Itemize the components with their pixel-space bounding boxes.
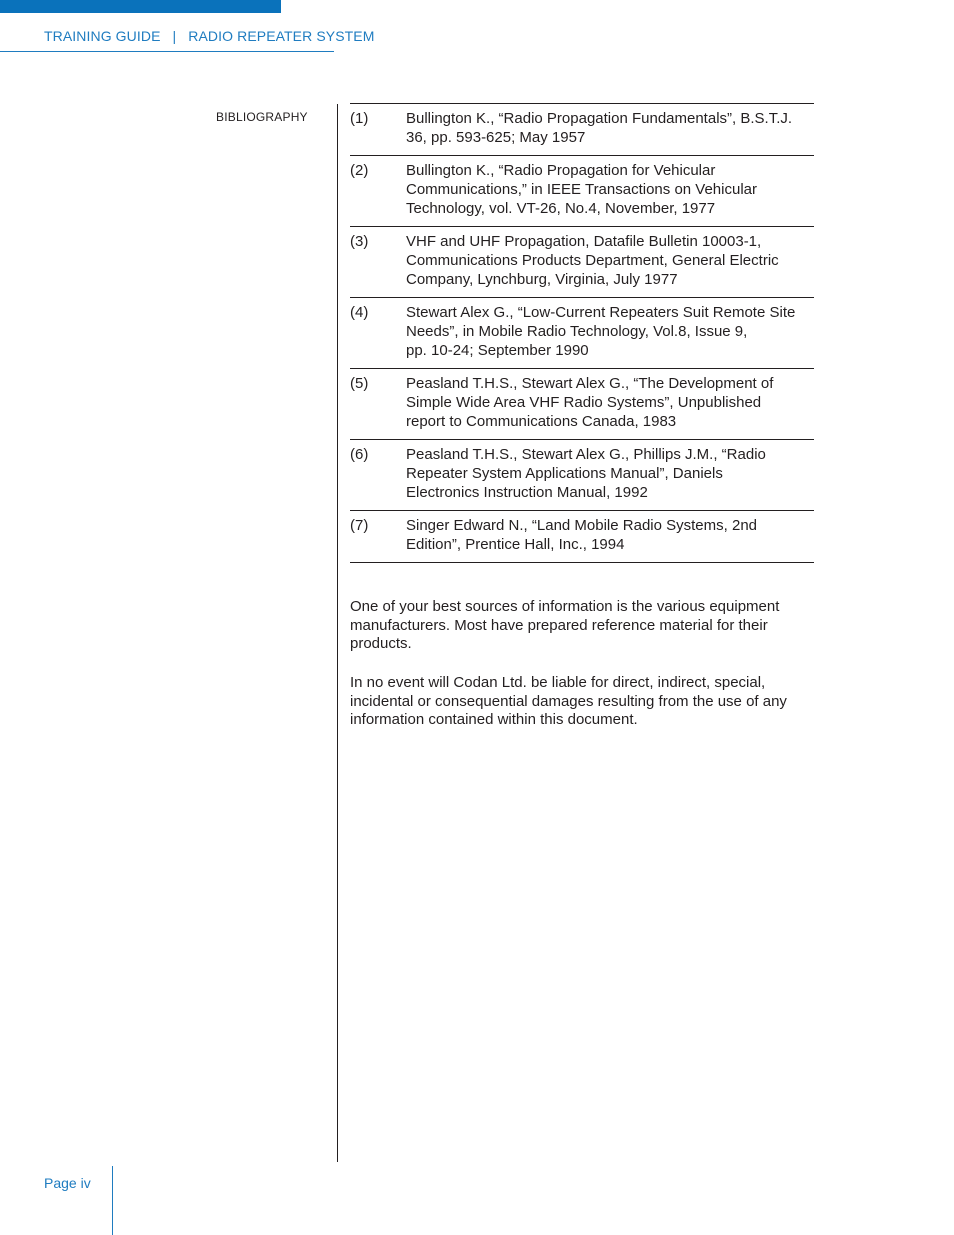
entry-number: (1) <box>350 110 369 127</box>
header-system-title: RADIO REPEATER SYSTEM <box>188 28 375 44</box>
margin-divider <box>337 104 338 1162</box>
bibliography-entry <box>350 104 814 156</box>
header-separator: | <box>172 28 177 44</box>
page-number: Page iv <box>44 1175 91 1191</box>
section-label: BIBLIOGRAPHY <box>216 110 308 124</box>
entry-text: Stewart Alex G., “Low-Current Repeaters Suit Remote Site Needs”, in Mobile Radio Technology, Vol.8, Issue 9, pp. 10-24; September 1990 <box>406 304 796 359</box>
header-guide-title: TRAINING GUIDE <box>44 28 161 44</box>
entry-number: (6) <box>350 446 369 463</box>
footer-divider <box>112 1166 113 1235</box>
running-header <box>44 28 375 44</box>
bibliography-entry <box>350 511 814 563</box>
bibliography-entry <box>350 156 814 227</box>
entry-text: Peasland T.H.S., Stewart Alex G., “The Development of Simple Wide Area VHF Radio Systems”, Unpublished report to Communications Canada, 1983 <box>406 375 774 430</box>
entry-text: Bullington K., “Radio Propagation for Vehicular Communications,” in IEEE Transactions on Vehicular Technology, vol. VT-26, No.4, November, 1977 <box>406 162 757 217</box>
bibliography-list <box>350 103 814 563</box>
bibliography-entry <box>350 298 814 369</box>
entry-text: Singer Edward N., “Land Mobile Radio Systems, 2nd Edition”, Prentice Hall, Inc., 1994 <box>406 517 758 553</box>
liability-disclaimer-paragraph: In no event will Codan Ltd. be liable for direct, indirect, special, incidental or consequential damages resulting from the use of any information contained within this document. <box>350 674 787 728</box>
bibliography-entry <box>350 227 814 298</box>
header-divider <box>0 51 334 52</box>
entry-number: (7) <box>350 517 369 534</box>
entry-number: (4) <box>350 304 369 321</box>
entry-text: Peasland T.H.S., Stewart Alex G., Phillips J.M., “Radio Repeater System Applications Manual”, Daniels Electronics Instruction Manual, 1992 <box>406 446 766 501</box>
entry-number: (2) <box>350 162 369 179</box>
manufacturer-sources-paragraph: One of your best sources of information is the various equipment manufacturers. Most have prepared reference material for their products. <box>350 598 780 652</box>
entry-number: (3) <box>350 233 369 250</box>
bibliography-entry <box>350 369 814 440</box>
entry-text: VHF and UHF Propagation, Datafile Bulletin 10003-1, Communications Products Department, General Electric Company, Lynchburg, Virginia, July 1977 <box>406 233 779 288</box>
header-accent-bar <box>0 0 281 13</box>
entry-number: (5) <box>350 375 369 392</box>
entry-text: Bullington K., “Radio Propagation Fundamentals”, B.S.T.J. 36, pp. 593-625; May 1957 <box>406 110 793 146</box>
bibliography-entry <box>350 440 814 511</box>
